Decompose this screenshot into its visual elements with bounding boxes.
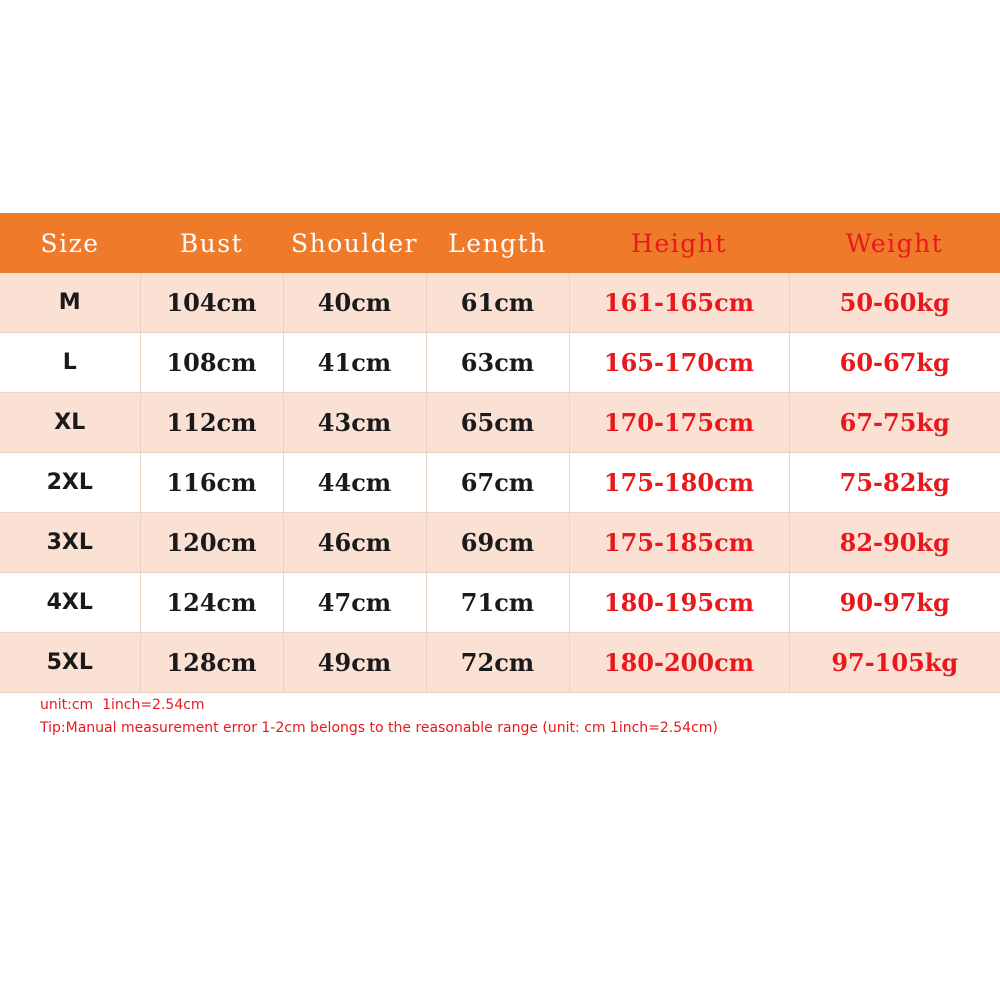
table-row (0, 633, 1000, 693)
table-row (0, 453, 1000, 513)
weight-cell: 75-82kg (789, 453, 1000, 513)
height-cell: 180-200cm (569, 633, 789, 693)
length-cell: 71cm (426, 573, 569, 633)
header-bust: Bust (140, 213, 283, 273)
weight-cell: 60-67kg (789, 333, 1000, 393)
table-row (0, 273, 1000, 333)
bust-cell: 108cm (140, 333, 283, 393)
header-shoulder: Shoulder (283, 213, 426, 273)
size-cell: XL (0, 393, 140, 453)
table-row (0, 573, 1000, 633)
weight-cell: 82-90kg (789, 513, 1000, 573)
shoulder-cell: 43cm (283, 393, 426, 453)
height-cell: 170-175cm (569, 393, 789, 453)
length-cell: 67cm (426, 453, 569, 513)
size-cell: 2XL (0, 453, 140, 513)
bust-cell: 104cm (140, 273, 283, 333)
length-cell: 72cm (426, 633, 569, 693)
height-cell: 175-185cm (569, 513, 789, 573)
size-cell: 5XL (0, 633, 140, 693)
length-cell: 65cm (426, 393, 569, 453)
weight-cell: 50-60kg (789, 273, 1000, 333)
shoulder-cell: 41cm (283, 333, 426, 393)
size-cell: 3XL (0, 513, 140, 573)
bust-cell: 128cm (140, 633, 283, 693)
height-cell: 175-180cm (569, 453, 789, 513)
header-size: Size (0, 213, 140, 273)
bust-cell: 112cm (140, 393, 283, 453)
measurement-tip: Tip:Manual measurement error 1-2cm belongs to the reasonable range (unit: cm 1inch=2.54cm) (40, 720, 718, 736)
header-length: Length (426, 213, 569, 273)
bust-cell: 120cm (140, 513, 283, 573)
bust-cell: 116cm (140, 453, 283, 513)
length-cell: 69cm (426, 513, 569, 573)
header-row (0, 213, 1000, 273)
length-cell: 63cm (426, 333, 569, 393)
header-height: Height (569, 213, 789, 273)
unit-note: unit:cm 1inch=2.54cm (40, 697, 205, 713)
table-row (0, 333, 1000, 393)
size-cell: 4XL (0, 573, 140, 633)
size-chart-table (0, 213, 1000, 693)
height-cell: 165-170cm (569, 333, 789, 393)
table-row (0, 513, 1000, 573)
shoulder-cell: 49cm (283, 633, 426, 693)
size-cell: L (0, 333, 140, 393)
shoulder-cell: 44cm (283, 453, 426, 513)
weight-cell: 67-75kg (789, 393, 1000, 453)
header-weight: Weight (789, 213, 1000, 273)
height-cell: 180-195cm (569, 573, 789, 633)
shoulder-cell: 46cm (283, 513, 426, 573)
table-row (0, 393, 1000, 453)
weight-cell: 97-105kg (789, 633, 1000, 693)
size-cell: M (0, 273, 140, 333)
bust-cell: 124cm (140, 573, 283, 633)
height-cell: 161-165cm (569, 273, 789, 333)
shoulder-cell: 47cm (283, 573, 426, 633)
shoulder-cell: 40cm (283, 273, 426, 333)
length-cell: 61cm (426, 273, 569, 333)
weight-cell: 90-97kg (789, 573, 1000, 633)
